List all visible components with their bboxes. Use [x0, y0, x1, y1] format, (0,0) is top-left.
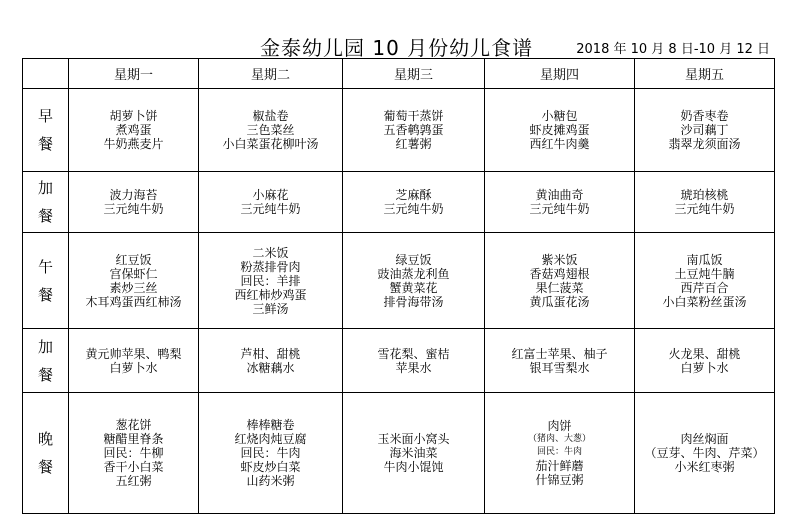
dish-item: 三元纯牛奶: [383, 202, 444, 216]
meal-label-char: 餐: [37, 365, 53, 384]
meal-row: [23, 89, 775, 172]
dish-item: 胡萝卜饼: [109, 109, 158, 123]
meal-label-char: 加: [37, 337, 53, 356]
menu-cell: [199, 329, 343, 393]
dish-item: 山药米粥: [246, 474, 295, 488]
menu-cell: [343, 393, 485, 514]
dish-item: 香干小白菜: [103, 460, 164, 474]
menu-cell: [635, 393, 775, 514]
dish-item: 苹果水: [395, 360, 432, 375]
meal-label: [23, 233, 69, 329]
menu-cell: [343, 89, 485, 172]
dish-item: 小白菜粉丝蛋汤: [662, 294, 747, 309]
dish-item: 三色菜丝: [246, 123, 295, 137]
menu-cell: [343, 172, 485, 233]
menu-table: [22, 58, 775, 514]
menu-cell: [635, 329, 775, 393]
dish-item: 虾皮炒白菜: [240, 460, 301, 474]
dish-item: 葡萄干蒸饼: [383, 109, 444, 123]
dish-item: 玉米面小窝头: [377, 432, 450, 446]
meal-row: [23, 172, 775, 233]
dish-item: 牛奶燕麦片: [103, 137, 164, 151]
dish-item: 红薯粥: [395, 137, 432, 151]
meal-label-char: 餐: [37, 285, 53, 304]
dish-item: 紫米饭: [541, 252, 578, 267]
dish-item: 蟹黄菜花: [389, 280, 438, 295]
menu-cell: [69, 89, 199, 172]
dish-item: 土豆炖牛腩: [674, 266, 735, 281]
dish-item: 琥珀核桃: [680, 188, 729, 202]
dish-item: 葱花饼: [115, 418, 152, 432]
dish-item: 芦柑、甜桃: [240, 346, 301, 361]
menu-cell: [485, 172, 635, 233]
dish-item: 茄汁鲜蘑: [535, 459, 584, 473]
page-title: 金泰幼儿园 10 月份幼儿食谱: [260, 36, 534, 60]
menu-cell: [635, 233, 775, 329]
dish-item: 三元纯牛奶: [240, 202, 301, 216]
day-header: 星期五: [635, 59, 775, 89]
meal-label-char: 早: [37, 107, 53, 125]
dish-item: 翡翠龙须面汤: [668, 137, 741, 151]
dish-item: 波力海苔: [109, 188, 158, 202]
menu-cell: [199, 393, 343, 514]
dish-item: 三元纯牛奶: [674, 202, 735, 216]
meal-label-char: 午: [37, 257, 53, 276]
header-corner-cell: [23, 59, 69, 89]
dish-item: 黄瓜蛋花汤: [529, 294, 590, 309]
meal-row: [23, 393, 775, 514]
menu-cell: [485, 89, 635, 172]
dish-item: 宫保虾仁: [109, 266, 158, 281]
meal-label: [23, 393, 69, 514]
dish-item: 红富士苹果、柚子: [511, 346, 608, 361]
dish-item: 绿豆饭: [395, 252, 432, 267]
menu-cell: [69, 329, 199, 393]
date-range: 2018 年 10 月 8 日-10 月 12 日: [576, 42, 770, 57]
dish-item: 雪花梨、蜜桔: [377, 346, 450, 361]
dish-item: 奶香枣卷: [680, 109, 729, 123]
day-header: 星期二: [199, 59, 343, 89]
menu-cell: [635, 89, 775, 172]
menu-cell: [485, 393, 635, 514]
dish-item: （猪肉、大葱）: [527, 434, 591, 444]
dish-item: 木耳鸡蛋西红柿汤: [85, 294, 182, 309]
dish-item: 牛肉小馄饨: [383, 460, 444, 474]
dish-item: 果仁菠菜: [535, 280, 584, 295]
dish-item: 红豆饭: [115, 252, 152, 267]
dish-item: （豆芽、牛肉、芹菜）: [644, 446, 765, 460]
dish-item: 银耳雪梨水: [529, 360, 590, 375]
meal-label-char: 餐: [37, 458, 53, 476]
dish-item: 三鲜汤: [252, 301, 289, 316]
dish-item: 肉丝焖面: [680, 432, 729, 446]
menu-cell: [485, 329, 635, 393]
day-header: 星期四: [485, 59, 635, 89]
dish-item: 五红粥: [115, 474, 152, 488]
menu-cell: [199, 172, 343, 233]
meal-row: [23, 329, 775, 393]
dish-item: 红烧肉炖豆腐: [234, 432, 307, 446]
dish-item: 冰糖藕水: [246, 360, 295, 375]
menu-cell: [69, 393, 199, 514]
dish-item: 西红牛肉羹: [529, 137, 590, 151]
dish-item: 白萝卜水: [109, 360, 158, 375]
dish-item: 排骨海带汤: [383, 294, 444, 309]
dish-item: 三元纯牛奶: [103, 202, 164, 216]
menu-cell: [69, 233, 199, 329]
meal-label-char: 晚: [37, 430, 53, 448]
dish-item: 小糖包: [541, 109, 578, 123]
dish-item: 南瓜饭: [686, 252, 723, 267]
dish-item: 煮鸡蛋: [115, 123, 152, 137]
dish-item: 小米红枣粥: [674, 460, 735, 474]
dish-item: 素炒三丝: [109, 280, 158, 295]
dish-item: 虾皮摊鸡蛋: [529, 123, 590, 137]
table-header-row: [23, 59, 775, 89]
menu-cell: [343, 329, 485, 393]
meal-label: [23, 89, 69, 172]
dish-item: 回民：羊排: [240, 273, 301, 288]
dish-item: 豉油蒸龙利鱼: [377, 266, 450, 281]
meal-label: [23, 172, 69, 233]
dish-item: 芝麻酥: [395, 188, 432, 202]
dish-item: 小麻花: [252, 188, 289, 202]
dish-item: 肉饼: [547, 419, 572, 433]
dish-item: 三元纯牛奶: [529, 202, 590, 216]
dish-item: 香菇鸡翅根: [529, 266, 590, 281]
day-header: 星期一: [69, 59, 199, 89]
menu-cell: [343, 233, 485, 329]
dish-item: 西红柿炒鸡蛋: [234, 287, 307, 302]
dish-item: 二米饭: [252, 245, 289, 260]
dish-item: 火龙果、甜桃: [668, 346, 741, 361]
menu-cell: [635, 172, 775, 233]
dish-item: 沙司藕丁: [680, 123, 729, 137]
meal-label-char: 加: [37, 179, 53, 197]
dish-item: 西芹百合: [680, 280, 729, 295]
dish-item: 椒盐卷: [252, 109, 289, 123]
dish-item: 海米油菜: [389, 446, 438, 460]
meal-label-char: 餐: [37, 135, 53, 153]
dish-item: 回民：牛肉: [240, 446, 301, 460]
meal-label: [23, 329, 69, 393]
dish-item: 五香鹌鹑蛋: [383, 123, 444, 137]
dish-item: 回民：牛肉: [536, 447, 582, 457]
dish-item: 粉蒸排骨肉: [240, 259, 301, 274]
meal-row: [23, 233, 775, 329]
dish-item: 棒棒糖卷: [246, 418, 295, 432]
menu-cell: [199, 233, 343, 329]
day-header: 星期三: [343, 59, 485, 89]
dish-item: 什锦豆粥: [535, 473, 584, 487]
dish-item: 小白菜蛋花柳叶汤: [222, 137, 319, 151]
dish-item: 回民：牛柳: [103, 446, 164, 460]
menu-cell: [485, 233, 635, 329]
menu-cell: [199, 89, 343, 172]
dish-item: 黄元帅苹果、鸭梨: [85, 346, 182, 361]
meal-label-char: 餐: [37, 207, 53, 225]
dish-item: 白萝卜水: [680, 360, 729, 375]
dish-item: 糖醋里脊条: [103, 432, 164, 446]
dish-item: 黄油曲奇: [535, 188, 584, 202]
menu-cell: [69, 172, 199, 233]
